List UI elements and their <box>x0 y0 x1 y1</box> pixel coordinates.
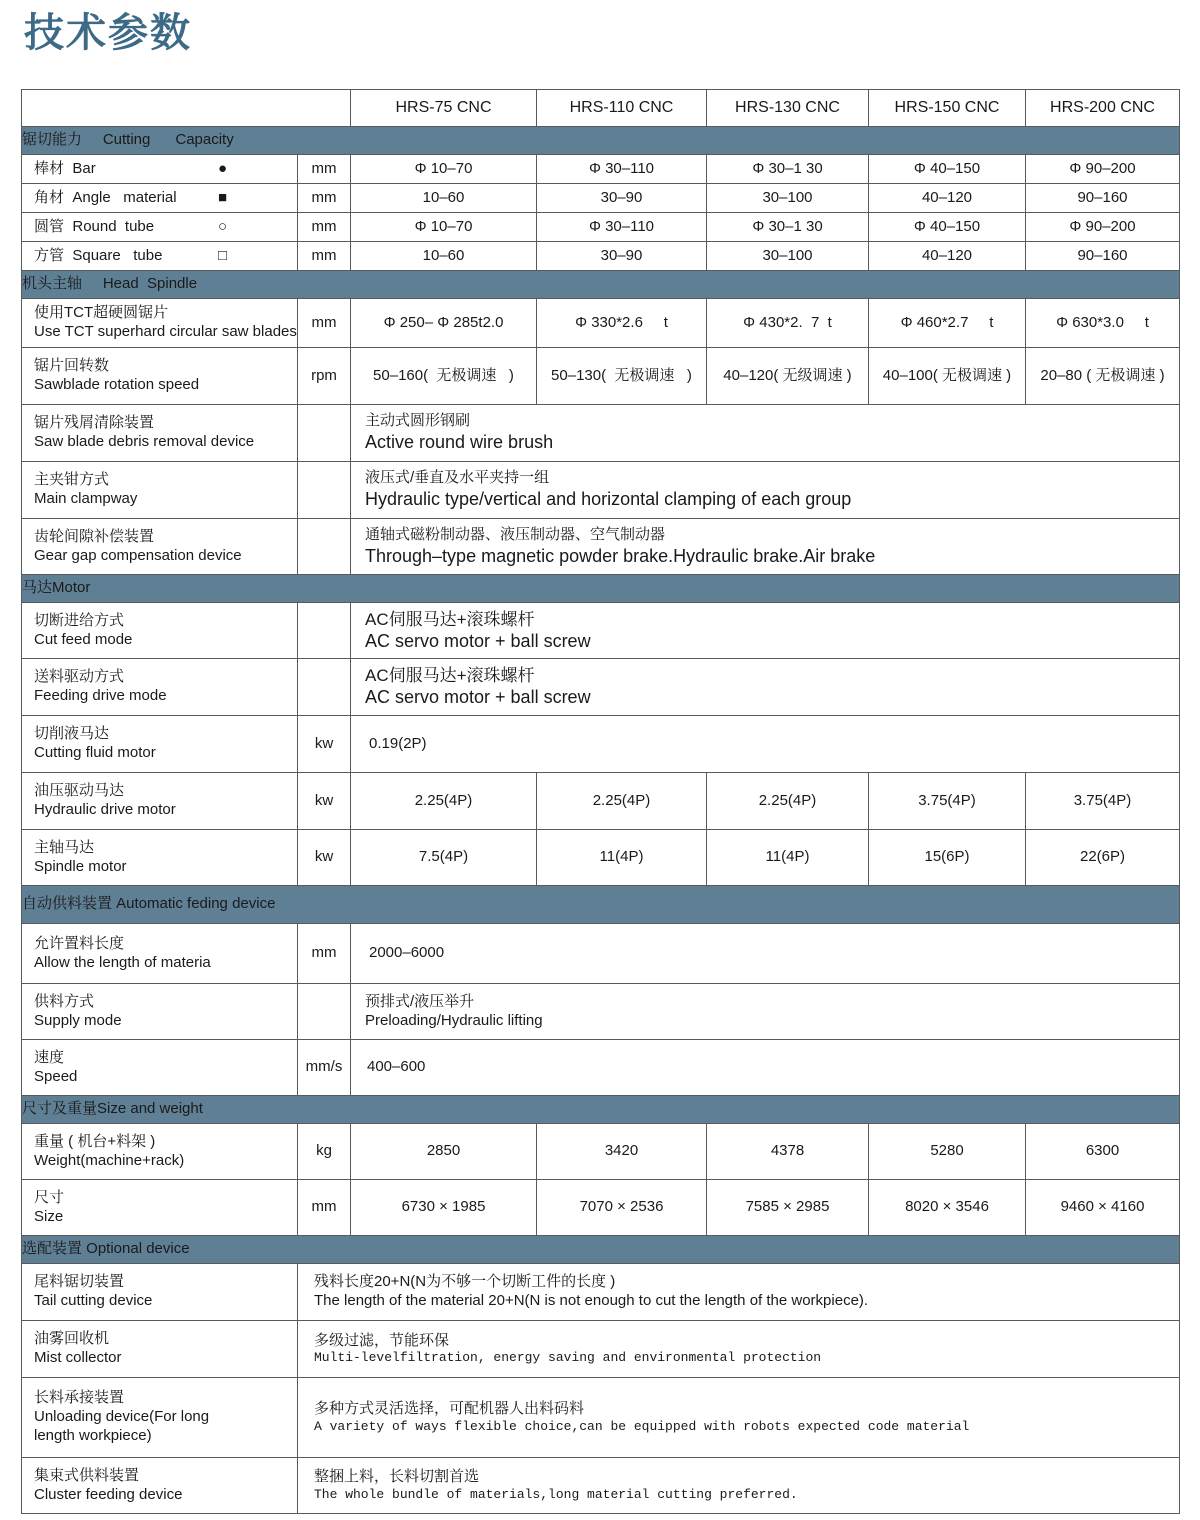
value-cell: 11(4P) <box>707 830 869 886</box>
label-zh: 尺寸 <box>34 1188 65 1206</box>
model-header-row <box>22 90 1180 127</box>
section-title: 机头主轴 Head Spindle <box>22 271 1180 299</box>
value-cell: Φ 10–70 <box>351 213 537 242</box>
row-label <box>22 984 298 1040</box>
row-label <box>22 1321 298 1378</box>
description-cell <box>351 659 1180 716</box>
row-label <box>22 299 298 348</box>
bar-symbol-icon: ● <box>217 159 227 177</box>
value-cell: 11(4P) <box>537 830 707 886</box>
unit-cell: mm <box>298 242 351 271</box>
table-row <box>22 184 1180 213</box>
label-en: Supply mode <box>34 1011 122 1029</box>
unit-cell: kw <box>298 773 351 830</box>
table-row <box>22 1378 1180 1458</box>
label-zh: 允许置料长度 <box>34 934 125 952</box>
model-hrs-130: HRS-130 CNC <box>707 90 869 127</box>
unit-cell: mm/s <box>298 1040 351 1096</box>
label-en: Hydraulic drive motor <box>34 801 176 818</box>
desc-en: Through–type magnetic powder brake.Hydraulic brake.Air brake <box>365 545 876 566</box>
desc-zh: 主动式圆形钢刷 <box>365 412 471 430</box>
label-en: Size <box>34 1207 64 1225</box>
label-zh: 集束式供料装置 <box>34 1466 140 1484</box>
value-cell: 50–160( 无极调速 ) <box>351 348 537 405</box>
row-label <box>22 1124 298 1180</box>
label-en: Feeding drive mode <box>34 687 167 704</box>
label-zh: 棒材 <box>34 159 65 177</box>
value-cell: Φ 90–200 <box>1026 213 1180 242</box>
value-cell: 40–120 <box>869 242 1026 271</box>
row-label <box>22 405 298 462</box>
section-title: 马达Motor <box>22 575 1180 603</box>
unit-cell <box>298 984 351 1040</box>
model-hrs-150: HRS-150 CNC <box>869 90 1026 127</box>
description-cell <box>298 1264 1180 1321</box>
unit-cell: mm <box>298 1180 351 1236</box>
value-cell: Φ 30–110 <box>537 155 707 184</box>
value-cell: Φ 90–200 <box>1026 155 1180 184</box>
label-zh: 速度 <box>34 1048 65 1066</box>
desc-zh: 液压式/垂直及水平夹持一组 <box>365 469 550 487</box>
section-automatic-feeding <box>22 886 1180 924</box>
row-label <box>22 1264 298 1321</box>
value-cell: Φ 40–150 <box>869 213 1026 242</box>
row-label <box>22 773 298 830</box>
row-label <box>22 184 298 213</box>
header-blank-cell <box>22 90 351 127</box>
table-row <box>22 1264 1180 1321</box>
table-row <box>22 519 1180 575</box>
value-cell: 2850 <box>351 1124 537 1180</box>
desc-zh: 通轴式磁粉制动器、液压制动器、空气制动器 <box>365 525 666 543</box>
model-hrs-110: HRS-110 CNC <box>537 90 707 127</box>
value-cell: 5280 <box>869 1124 1026 1180</box>
value-cell: 22(6P) <box>1026 830 1180 886</box>
label-zh: 锯片回转数 <box>34 357 110 375</box>
label-zh: 圆管 <box>34 217 65 235</box>
value-cell: 50–130( 无极调速 ) <box>537 348 707 405</box>
row-label <box>22 242 298 271</box>
label-zh: 油压驱动马达 <box>34 782 125 800</box>
table-row <box>22 1321 1180 1378</box>
section-head-spindle <box>22 271 1180 299</box>
unit-cell: kw <box>298 830 351 886</box>
value-cell: 9460 × 4160 <box>1026 1180 1180 1236</box>
table-row <box>22 1040 1180 1096</box>
label-zh: 切断进给方式 <box>34 611 125 629</box>
square-tube-symbol-icon: □ <box>217 246 227 264</box>
value-cell: 3.75(4P) <box>869 773 1026 830</box>
row-label <box>22 924 298 984</box>
section-cutting-capacity <box>22 127 1180 155</box>
value-cell: Φ 30–1 30 <box>707 155 869 184</box>
row-label <box>22 1040 298 1096</box>
value-cell: 10–60 <box>351 242 537 271</box>
desc-en: Preloading/Hydraulic lifting <box>365 1011 543 1029</box>
description-cell <box>298 1321 1180 1378</box>
label-zh: 使用TCT超硬圆锯片 <box>34 304 169 322</box>
value-cell: Φ 40–150 <box>869 155 1026 184</box>
value-cell: 40–120( 无级调速 ) <box>707 348 869 405</box>
value-cell: 30–90 <box>537 242 707 271</box>
label-en: Sawblade rotation speed <box>34 376 200 393</box>
desc-zh: 预排式/液压举升 <box>365 992 475 1010</box>
label-en: Unloading device(For long length workpiece) <box>34 1408 210 1444</box>
value-cell: 7.5(4P) <box>351 830 537 886</box>
value-cell: Φ 330*2.6 t <box>537 299 707 348</box>
unit-cell <box>298 405 351 462</box>
value-cell: 400–600 <box>351 1040 1180 1096</box>
value-cell: 15(6P) <box>869 830 1026 886</box>
label-en: Spindle motor <box>34 857 127 875</box>
label-en: Round tube <box>72 217 155 235</box>
row-label <box>22 830 298 886</box>
table-row <box>22 1180 1180 1236</box>
model-hrs-75: HRS-75 CNC <box>351 90 537 127</box>
label-en: Allow the length of materia <box>34 953 211 971</box>
description-cell <box>351 984 1180 1040</box>
label-en: Cluster feeding device <box>34 1485 183 1503</box>
value-cell: 8020 × 3546 <box>869 1180 1026 1236</box>
desc-en: AC servo motor + ball screw <box>365 630 591 651</box>
section-title: 自动供料装置 Automatic feding device <box>22 886 1180 924</box>
desc-en: Multi-levelfiltration, energy saving and environmental protection <box>314 1350 822 1366</box>
section-title: 锯切能力 Cutting Capacity <box>22 127 1180 155</box>
unit-cell: kg <box>298 1124 351 1180</box>
desc-zh: AC伺服马达+滚珠螺杆 <box>365 609 535 629</box>
value-cell: 30–100 <box>707 242 869 271</box>
unit-cell: mm <box>298 924 351 984</box>
desc-en: The length of the material 20+N(N is not enough to cut the length of the workpiece). <box>314 1292 869 1309</box>
value-cell: 3.75(4P) <box>1026 773 1180 830</box>
row-label <box>22 348 298 405</box>
row-label <box>22 519 298 575</box>
label-zh: 方管 <box>34 246 65 264</box>
row-label <box>22 462 298 519</box>
unit-cell: mm <box>298 184 351 213</box>
label-zh: 长料承接装置 <box>34 1389 125 1407</box>
label-en: Mist collector <box>34 1349 122 1366</box>
value-cell: Φ 460*2.7 t <box>869 299 1026 348</box>
round-tube-symbol-icon: ○ <box>217 217 227 235</box>
value-cell: 2.25(4P) <box>707 773 869 830</box>
value-cell: 2.25(4P) <box>537 773 707 830</box>
table-row <box>22 773 1180 830</box>
label-en: Weight(machine+rack) <box>34 1151 185 1169</box>
label-en: Square tube <box>72 246 163 264</box>
section-size-weight <box>22 1096 1180 1124</box>
label-zh: 送料驱动方式 <box>34 668 125 686</box>
table-row <box>22 830 1180 886</box>
row-label <box>22 155 298 184</box>
value-cell: 10–60 <box>351 184 537 213</box>
table-row <box>22 405 1180 462</box>
description-cell <box>351 603 1180 659</box>
table-row <box>22 1124 1180 1180</box>
label-zh: 锯片残屑清除装置 <box>34 414 155 432</box>
desc-en: A variety of ways flexible choice,can be equipped with robots expected code material <box>314 1418 970 1434</box>
unit-cell: mm <box>298 213 351 242</box>
label-en: Gear gap compensation device <box>34 546 242 564</box>
value-cell: Φ 10–70 <box>351 155 537 184</box>
table-row <box>22 984 1180 1040</box>
section-optional-device <box>22 1236 1180 1264</box>
label-en: Angle material <box>72 188 177 206</box>
table-row <box>22 924 1180 984</box>
unit-cell: kw <box>298 716 351 773</box>
unit-cell <box>298 603 351 659</box>
desc-zh: 整捆上料，长料切割首选 <box>314 1468 480 1485</box>
label-en: Tail cutting device <box>34 1292 153 1309</box>
value-cell: 4378 <box>707 1124 869 1180</box>
value-cell: 30–100 <box>707 184 869 213</box>
section-motor <box>22 575 1180 603</box>
value-cell: 7070 × 2536 <box>537 1180 707 1236</box>
table-row <box>22 659 1180 716</box>
table-row <box>22 155 1180 184</box>
row-label <box>22 213 298 242</box>
label-zh: 主夹钳方式 <box>34 471 110 489</box>
value-cell: 2000–6000 <box>351 924 1180 984</box>
desc-zh: AC伺服马达+滚珠螺杆 <box>365 666 535 686</box>
description-cell <box>351 519 1180 575</box>
row-label <box>22 659 298 716</box>
label-en: Cutting fluid motor <box>34 744 156 761</box>
desc-en: Hydraulic type/vertical and horizontal clamping of each group <box>365 489 852 510</box>
description-cell <box>351 405 1180 462</box>
model-hrs-200: HRS-200 CNC <box>1026 90 1180 127</box>
table-row <box>22 348 1180 405</box>
row-label <box>22 1378 298 1458</box>
spec-table <box>21 89 1180 1514</box>
value-cell: Φ 430*2. 7 t <box>707 299 869 348</box>
unit-cell: mm <box>298 299 351 348</box>
value-cell: 6730 × 1985 <box>351 1180 537 1236</box>
label-zh: 切削液马达 <box>34 725 110 743</box>
value-cell: Φ 30–110 <box>537 213 707 242</box>
description-cell <box>298 1378 1180 1458</box>
label-en: Speed <box>34 1067 78 1085</box>
desc-en: The whole bundle of materials,long material cutting preferred. <box>314 1486 798 1502</box>
label-en: Bar <box>72 159 96 177</box>
row-label <box>22 1180 298 1236</box>
row-label <box>22 1458 298 1514</box>
table-row <box>22 213 1180 242</box>
label-en: Cut feed mode <box>34 630 133 648</box>
label-en: Main clampway <box>34 490 138 507</box>
label-en: Use TCT superhard circular saw blades <box>34 323 297 340</box>
table-row <box>22 462 1180 519</box>
desc-zh: 多种方式灵活选择，可配机器人出料码料 <box>314 1400 585 1417</box>
value-cell: 40–100( 无极调速 ) <box>869 348 1026 405</box>
section-title: 选配装置 Optional device <box>22 1236 1180 1264</box>
label-zh: 主轴马达 <box>34 838 95 856</box>
unit-cell <box>298 462 351 519</box>
label-zh: 油雾回收机 <box>34 1330 110 1348</box>
section-title: 尺寸及重量Size and weight <box>22 1096 1180 1124</box>
table-row <box>22 603 1180 659</box>
label-zh: 供料方式 <box>34 992 95 1010</box>
value-cell: 0.19(2P) <box>351 716 1180 773</box>
table-row <box>22 716 1180 773</box>
description-cell <box>298 1458 1180 1514</box>
value-cell: 90–160 <box>1026 184 1180 213</box>
value-cell: 3420 <box>537 1124 707 1180</box>
value-cell: 6300 <box>1026 1124 1180 1180</box>
label-zh: 齿轮间隙补偿装置 <box>34 527 155 545</box>
page-title: 技术参数 <box>24 9 192 56</box>
unit-cell <box>298 519 351 575</box>
label-zh: 重量 ( 机台+料架 ) <box>34 1132 156 1150</box>
desc-en: AC servo motor + ball screw <box>365 687 591 708</box>
value-cell: 40–120 <box>869 184 1026 213</box>
value-cell: 20–80 ( 无极调速 ) <box>1026 348 1180 405</box>
value-cell: 30–90 <box>537 184 707 213</box>
value-cell: 90–160 <box>1026 242 1180 271</box>
desc-zh: 多级过滤，节能环保 <box>314 1331 450 1349</box>
table-row <box>22 299 1180 348</box>
table-row <box>22 242 1180 271</box>
description-cell <box>351 462 1180 519</box>
value-cell: Φ 630*3.0 t <box>1026 299 1180 348</box>
label-zh: 尾料锯切装置 <box>34 1273 125 1291</box>
angle-symbol-icon: ■ <box>217 188 227 206</box>
desc-zh: 残料长度20+N(N为不够一个切断工件的长度 ) <box>314 1273 616 1291</box>
unit-cell <box>298 659 351 716</box>
value-cell: 2.25(4P) <box>351 773 537 830</box>
value-cell: Φ 30–1 30 <box>707 213 869 242</box>
table-row <box>22 1458 1180 1514</box>
value-cell: Φ 250– Φ 285t2.0 <box>351 299 537 348</box>
label-zh: 角材 <box>34 188 65 206</box>
row-label <box>22 716 298 773</box>
unit-cell: mm <box>298 155 351 184</box>
desc-en: Active round wire brush <box>365 432 554 453</box>
value-cell: 7585 × 2985 <box>707 1180 869 1236</box>
row-label <box>22 603 298 659</box>
unit-cell: rpm <box>298 348 351 405</box>
label-en: Saw blade debris removal device <box>34 433 255 450</box>
